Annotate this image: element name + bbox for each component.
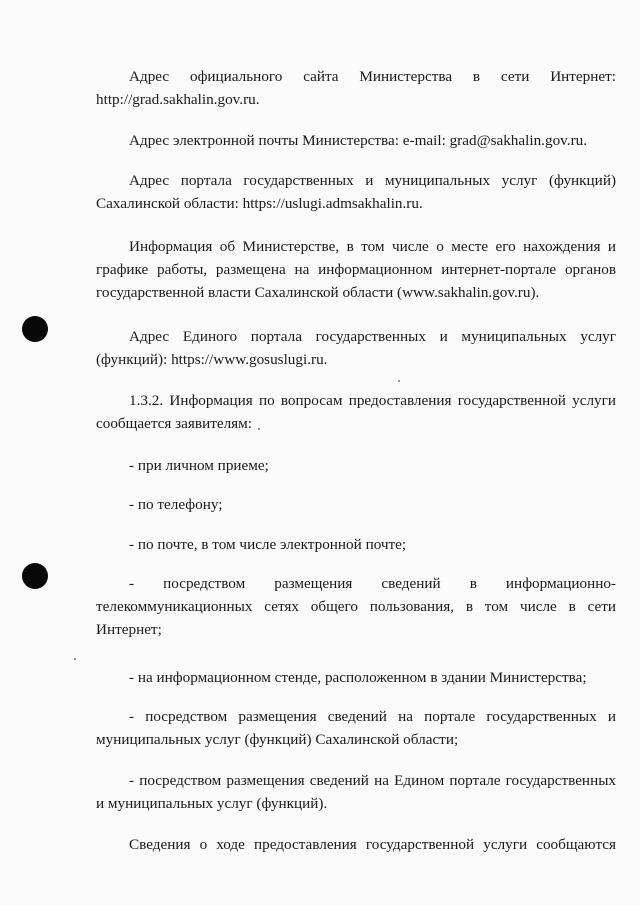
regional-services-portal-paragraph: Адрес портала государственных и муниципальных услуг (функций) Сахалинской области: https://uslugi.admsakhalin.ru. [96,172,616,212]
list-item-information-stand: - на информационном стенде, расположенном в здании Министерства; [129,669,587,686]
unified-portal-paragraph: Адрес Единого портала государственных и муниципальных услуг (функций): https://www.gosuslugi.ru. [96,328,616,368]
section-1-3-2-paragraph: 1.3.2. Информация по вопросам предоставления государственной услуги сообщается заявителям: [96,392,616,432]
list-item-personal-reception: - при личном приеме; [129,457,269,474]
ministry-website-paragraph: Адрес официального сайта Министерства в сети Интернет: http://grad.sakhalin.gov.ru. [96,68,616,108]
list-item-telecom-networks: - посредством размещения сведений в информационно-телекоммуникационных сетях общего пользования, в том числе в сети Интернет; [96,575,616,638]
list-item-telephone: - по телефону; [129,496,223,513]
list-item-mail: - по почте, в том числе электронной почте; [129,536,407,553]
list-item-regional-portal: - посредством размещения сведений на портале государственных и муниципальных услуг (функций) Сахалинской области; [96,708,616,748]
ministry-email-paragraph: Адрес электронной почты Министерства: e-mail: grad@sakhalin.gov.ru. [129,132,588,149]
service-progress-paragraph: Сведения о ходе предоставления государственной услуги сообщаются [129,836,616,853]
ministry-information-paragraph: Информация об Министерстве, в том числе о месте его нахождения и графике работы, размещена на информационном интернет-портале органов государственной власти Сахалинской области (www.sakhalin.gov.ru). [96,238,616,301]
list-item-unified-portal: - посредством размещения сведений на Едином портале государственных и муниципальных услуг (функций). [96,772,616,812]
